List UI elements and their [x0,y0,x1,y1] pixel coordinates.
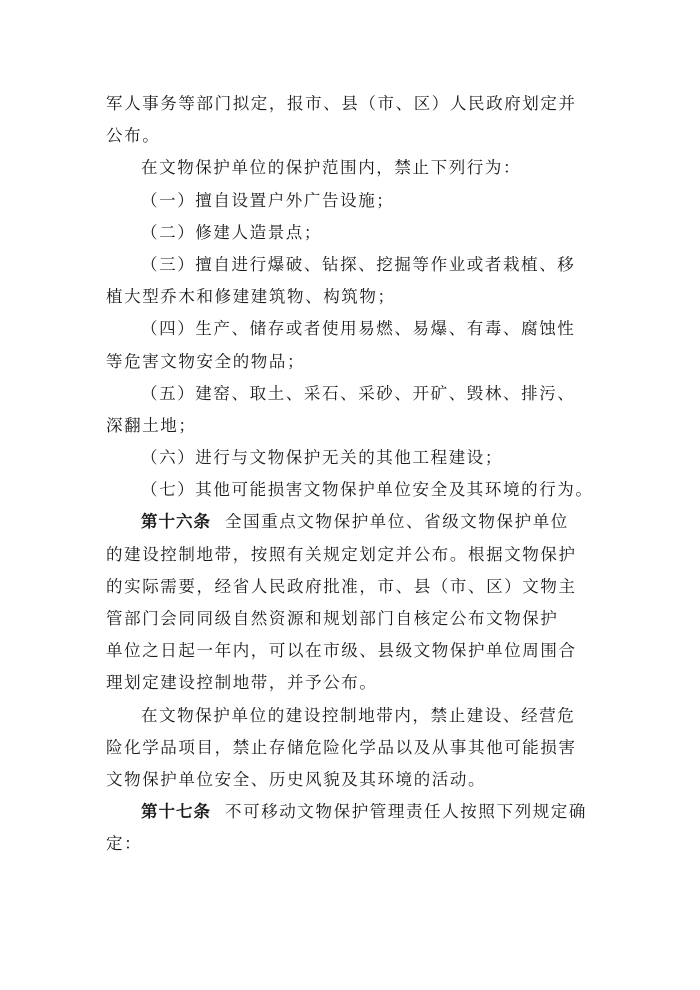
paragraph-first-line: 在文物保护单位的建设控制地带内，禁止建设、经营危 [141,705,576,725]
list-item: （二）修建人造景点； [141,222,322,242]
text-line: 等危害文物安全的物品； [106,351,306,371]
text-line: 植大型乔木和修建建筑物、构筑物； [106,287,396,307]
text-line: 公布。 [106,126,161,146]
list-item: （四）生产、储存或者使用易燃、易爆、有毒、腐蚀性 [141,319,576,339]
article-16-first-line [106,506,606,538]
article-17-first-line [106,796,606,828]
list-item: （五）建窑、取土、采石、采砂、开矿、毁林、排污、 [141,383,576,403]
document-page [106,88,606,861]
list-item: （一）擅自设置户外广告设施； [141,190,395,210]
article-number: 第十六条 [141,512,211,532]
text-line: 深翻土地； [106,415,197,435]
list-item: （七）其他可能损害文物保护单位安全及其环境的行为。 [141,480,594,500]
text-line: 文物保护单位安全、历史风貌及其环境的活动。 [106,769,487,789]
text-line: 的建设控制地带，按照有关规定划定并公布。根据文物保护 [106,544,577,564]
text-line: 管部门会同同级自然资源和规划部门自核定公布文物保护 [106,609,559,628]
text-line: 理划定建设控制地带，并予公布。 [106,673,378,693]
list-item: （三）擅自进行爆破、钻探、挖掘等作业或者栽植、移 [141,254,576,274]
article-number: 第十七条 [141,802,211,822]
article-text: 不可移动文物保护管理责任人按照下列规定确 [225,802,587,822]
text-line: 单位之日起一年内，可以在市级、县级文物保护单位周围合 [106,641,577,661]
text-line: 军人事务等部门拟定，报市、县（市、区）人民政府划定并 [106,94,577,113]
article-text: 全国重点文物保护单位、省级文物保护单位 [225,512,569,532]
text-line: 的实际需要，经省人民政府批准，市、县（市、区）文物主 [106,576,577,596]
paragraph-first-line: 在文物保护单位的保护范围内，禁止下列行为： [141,158,522,178]
list-item: （六）进行与文物保护无关的其他工程建设； [141,448,503,468]
text-line: 险化学品项目，禁止存储危险化学品以及从事其他可能损害 [106,737,577,757]
text-line: 定： [106,834,143,854]
